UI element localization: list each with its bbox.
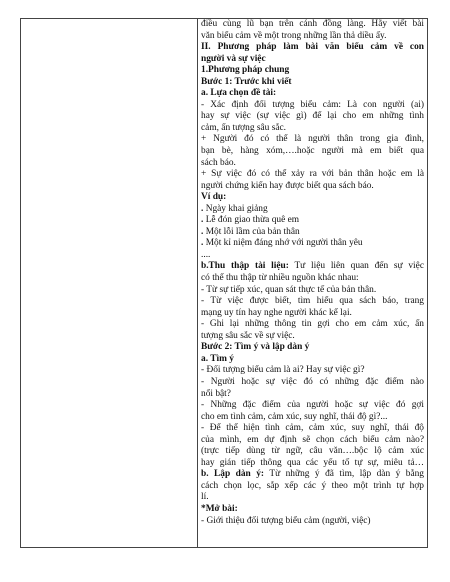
text-line: (trực tiếp dùng từ ngữ, câu văn….bộc lộ cảm xúc: [201, 446, 424, 457]
text-line: lí.: [201, 492, 209, 503]
left-column-cell: [21, 19, 198, 548]
text-line: + Sự việc đó có thể xảy ra với bản thân hoặc em là: [201, 169, 424, 180]
text-line: cho em tình cảm, cảm xúc, suy nghĩ, thái độ gì?...: [201, 411, 388, 422]
text-line: a. Tìm ý: [201, 353, 234, 364]
text-line: sách báo.: [201, 157, 236, 168]
text-line: - Những đặc điểm của người hoặc sự việc đó gợi: [201, 400, 424, 411]
text-line: điều cùng lũ bạn trên cánh đồng làng. Hãy viết bài: [201, 19, 424, 29]
line-text: Ngày khai giảng: [203, 203, 268, 214]
text-line: *Mở bài:: [201, 503, 238, 514]
text-line: + Người đó có thể là người thân trong gia đình,: [201, 134, 424, 145]
line-text: Lễ đón giao thừa quê em: [203, 215, 300, 226]
line-text: Một lỗi lầm của bản thân: [203, 226, 300, 237]
document-table: [20, 18, 428, 548]
text-line: - Ghi lại những thông tin gợi cho em cảm xúc, ấn: [201, 319, 424, 330]
text-line: cách chọn lọc, sắp xếp các ý theo một trình tự hợp: [201, 480, 424, 491]
text-line: [201, 215, 424, 227]
text-line: [201, 204, 424, 216]
text-line: - Xác định đối tượng biểu cảm: Là con người (ai): [201, 99, 424, 110]
text-line: - Đối tượng biểu cảm là ai? Hay sự việc gì?: [201, 365, 365, 376]
text-line: ....: [201, 249, 211, 260]
text-line: II. Phương pháp làm bài văn biểu cảm về con: [201, 42, 424, 53]
text-line: [201, 469, 424, 481]
text-line: có thể thu thập từ nhiều nguồn khác nhau:: [201, 273, 359, 284]
text-line: người và sự việc: [201, 53, 266, 64]
text-line: mạng uy tín hay nghe người khác kể lại.: [201, 307, 352, 318]
text-line: văn biểu cảm về một trong những lần thả diều ấy.: [201, 30, 387, 41]
text-line: - Người hoặc sự việc đó có những đặc điểm nào: [201, 376, 424, 387]
text-line: a. Lựa chọn đề tài:: [201, 88, 277, 99]
line-lead: b. Lập dàn ý:: [201, 469, 265, 480]
line-lead: b.Thu thập tài liệu:: [201, 261, 289, 272]
line-lead: .: [201, 226, 204, 237]
text-line: của mình, em dự định sẽ chọn cách biểu cảm nào?: [201, 434, 424, 445]
text-line: Bước 1: Trước khi viết: [201, 76, 292, 87]
text-line: bạn bè, hàng xóm,….hoặc người mà em biết qua: [201, 146, 424, 157]
text-line: - Từ việc được biết, tìm hiểu qua sách báo, trang: [201, 296, 424, 307]
text-line: [201, 261, 424, 273]
text-line: tượng sâu sắc về sự việc.: [201, 330, 295, 341]
text-line: hay gián tiếp thông qua các yếu tố tự sự, miêu tả…: [201, 457, 424, 468]
right-column-cell: [198, 19, 428, 548]
text-line: [201, 227, 424, 239]
text-line: người chứng kiến hay được biết qua sách báo.: [201, 180, 374, 191]
line-lead: .: [201, 203, 204, 214]
text-line: - Để thể hiện tình cảm, cảm xúc, suy nghĩ, thái độ: [201, 423, 424, 434]
text-line: cảm, ấn tượng sâu sắc.: [201, 122, 287, 133]
text-line: 1.Phương pháp chung: [201, 65, 290, 76]
text-line: - Giới thiệu đối tượng biểu cảm (người, việc): [201, 515, 371, 526]
text-line: nổi bật?: [201, 388, 231, 399]
text-line: [201, 238, 424, 250]
line-lead: .: [201, 238, 204, 249]
content-block: [201, 19, 424, 527]
line-text: Từ những ý đã tìm, lập dàn ý bằng: [264, 469, 424, 480]
line-text: Một kỉ niệm đáng nhớ với người thân yêu: [203, 238, 363, 249]
line-text: Tư liệu liên quan đến sự việc: [288, 261, 424, 272]
text-line: - Từ sự tiếp xúc, quan sát thực tế của bản thân.: [201, 284, 377, 295]
text-line: hay sự việc (sự việc gì) để lại cho em những tình: [201, 111, 424, 122]
text-line: Ví dụ:: [201, 192, 227, 203]
line-lead: .: [201, 215, 204, 226]
text-line: Bước 2: Tìm ý và lập dàn ý: [201, 342, 310, 353]
